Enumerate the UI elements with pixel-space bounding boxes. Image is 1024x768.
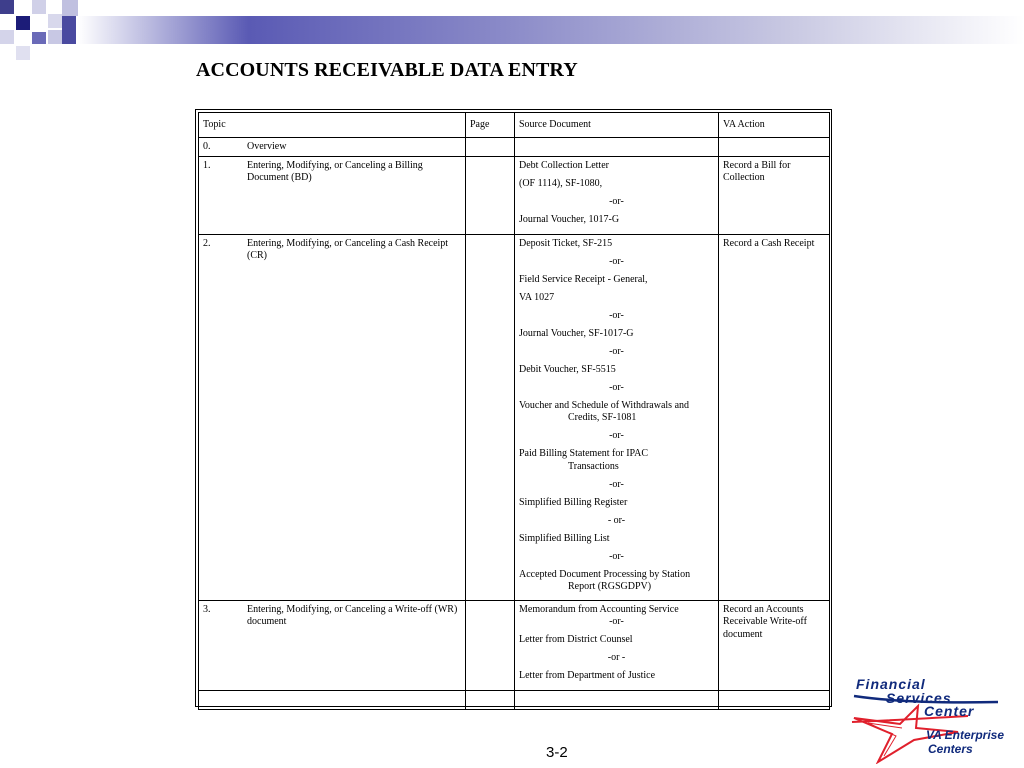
- decor-square: [0, 0, 14, 14]
- topic-cell: [199, 691, 466, 710]
- topic-number: 0.: [203, 141, 211, 152]
- source-or: -or-: [609, 616, 624, 627]
- action-cell: [719, 691, 830, 710]
- decor-square: [32, 32, 46, 44]
- source-or: -or-: [609, 478, 624, 490]
- page-cell: [466, 234, 515, 600]
- source-line: Letter from District Counsel: [519, 634, 633, 645]
- source-cell: [515, 691, 719, 710]
- source-line: Debt Collection Letter: [519, 159, 609, 171]
- topic-text: Entering, Modifying, or Canceling a Billing Document (BD): [247, 159, 423, 183]
- source-cell: [515, 138, 719, 157]
- source-line: Simplified Billing Register: [519, 496, 628, 508]
- decor-square: [32, 0, 46, 14]
- source-line: Deposit Ticket, SF-215: [519, 237, 613, 249]
- topic-cell: [199, 600, 466, 691]
- action-cell: Record a Cash Receipt: [719, 234, 830, 600]
- decor-square: [16, 46, 30, 60]
- action-cell: [719, 138, 830, 157]
- source-or: -or-: [609, 381, 624, 393]
- source-line: Voucher and Schedule of Withdrawals and: [519, 399, 690, 411]
- table-row: [199, 600, 830, 691]
- topic-number: 1.: [203, 159, 211, 171]
- table-row: [199, 156, 830, 234]
- source-line: Memorandum from Accounting Service: [519, 603, 679, 615]
- table-row: [199, 234, 830, 600]
- action-cell: Record an Accounts Receivable Write-off document: [719, 600, 830, 691]
- page-cell: [466, 138, 515, 157]
- source-or: -or-: [609, 345, 624, 357]
- topic-cell: [199, 234, 466, 600]
- decor-square: [62, 0, 78, 16]
- source-cell: [515, 156, 719, 234]
- source-line: Debit Voucher, SF-5515: [519, 363, 616, 375]
- table-row: [199, 691, 830, 710]
- header-source-document: Source Document: [515, 113, 719, 138]
- source-line: Letter from Department of Justice: [519, 670, 656, 681]
- source-or: - or-: [607, 514, 626, 526]
- decor-square: [48, 30, 62, 44]
- source-line: Accepted Document Processing by Station: [519, 568, 691, 580]
- logo-line-centers: Centers: [928, 742, 973, 756]
- page-cell: [466, 600, 515, 691]
- source-line: Simplified Billing List: [519, 532, 610, 544]
- source-or: -or-: [609, 195, 624, 207]
- topic-text: Entering, Modifying, or Canceling a Write-off (WR) document: [247, 603, 458, 627]
- source-line: Field Service Receipt - General,: [519, 273, 648, 285]
- topic-text: Overview: [247, 141, 287, 152]
- data-entry-table: [198, 112, 830, 710]
- source-or: -or-: [609, 430, 624, 441]
- logo-line-financial: Financial: [856, 676, 926, 692]
- decor-square: [16, 16, 30, 30]
- table-row: [199, 138, 830, 157]
- source-line: Journal Voucher, SF-1017-G: [519, 327, 634, 339]
- slide-title: ACCOUNTS RECEIVABLE DATA ENTRY: [196, 59, 578, 81]
- source-or: -or-: [609, 309, 624, 321]
- topic-cell: [199, 156, 466, 234]
- fsc-logo: [848, 676, 1020, 764]
- topic-cell: [199, 138, 466, 157]
- logo-line-va-enterprise: VA Enterprise: [926, 728, 1005, 742]
- source-line: VA 1027: [519, 291, 555, 303]
- action-cell: Record a Bill for Collection: [719, 156, 830, 234]
- logo-line-services: Services: [886, 690, 952, 706]
- source-line-continued: Report (RGSGDPV): [568, 581, 652, 592]
- header-va-action: VA Action: [719, 113, 830, 138]
- decor-square: [48, 14, 62, 28]
- source-or: -or-: [609, 255, 624, 267]
- decor-square: [0, 30, 14, 44]
- source-cell: [515, 234, 719, 600]
- source-or: -or-: [609, 550, 624, 562]
- decor-square: [62, 16, 76, 44]
- page-cell: [466, 691, 515, 710]
- source-line-continued: Credits, SF-1081: [568, 412, 637, 423]
- topic-number: 2.: [203, 237, 211, 249]
- topic-number: 3.: [203, 603, 211, 615]
- source-line: (OF 1114), SF-1080,: [519, 177, 603, 189]
- page-number: 3-2: [546, 744, 568, 761]
- topic-text: Entering, Modifying, or Canceling a Cash Receipt (CR): [247, 237, 449, 261]
- source-cell: [515, 600, 719, 691]
- header-page: Page: [466, 113, 515, 138]
- source-line-continued: Transactions: [568, 460, 619, 472]
- source-line: Paid Billing Statement for IPAC: [519, 448, 649, 459]
- logo-line-center: Center: [924, 703, 975, 719]
- source-line: Journal Voucher, 1017-G: [519, 213, 620, 225]
- source-or: -or -: [607, 652, 626, 663]
- table-header-row: [199, 113, 830, 138]
- header-topic: Topic: [199, 113, 466, 138]
- page-cell: [466, 156, 515, 234]
- header-gradient-bar: [78, 16, 1024, 44]
